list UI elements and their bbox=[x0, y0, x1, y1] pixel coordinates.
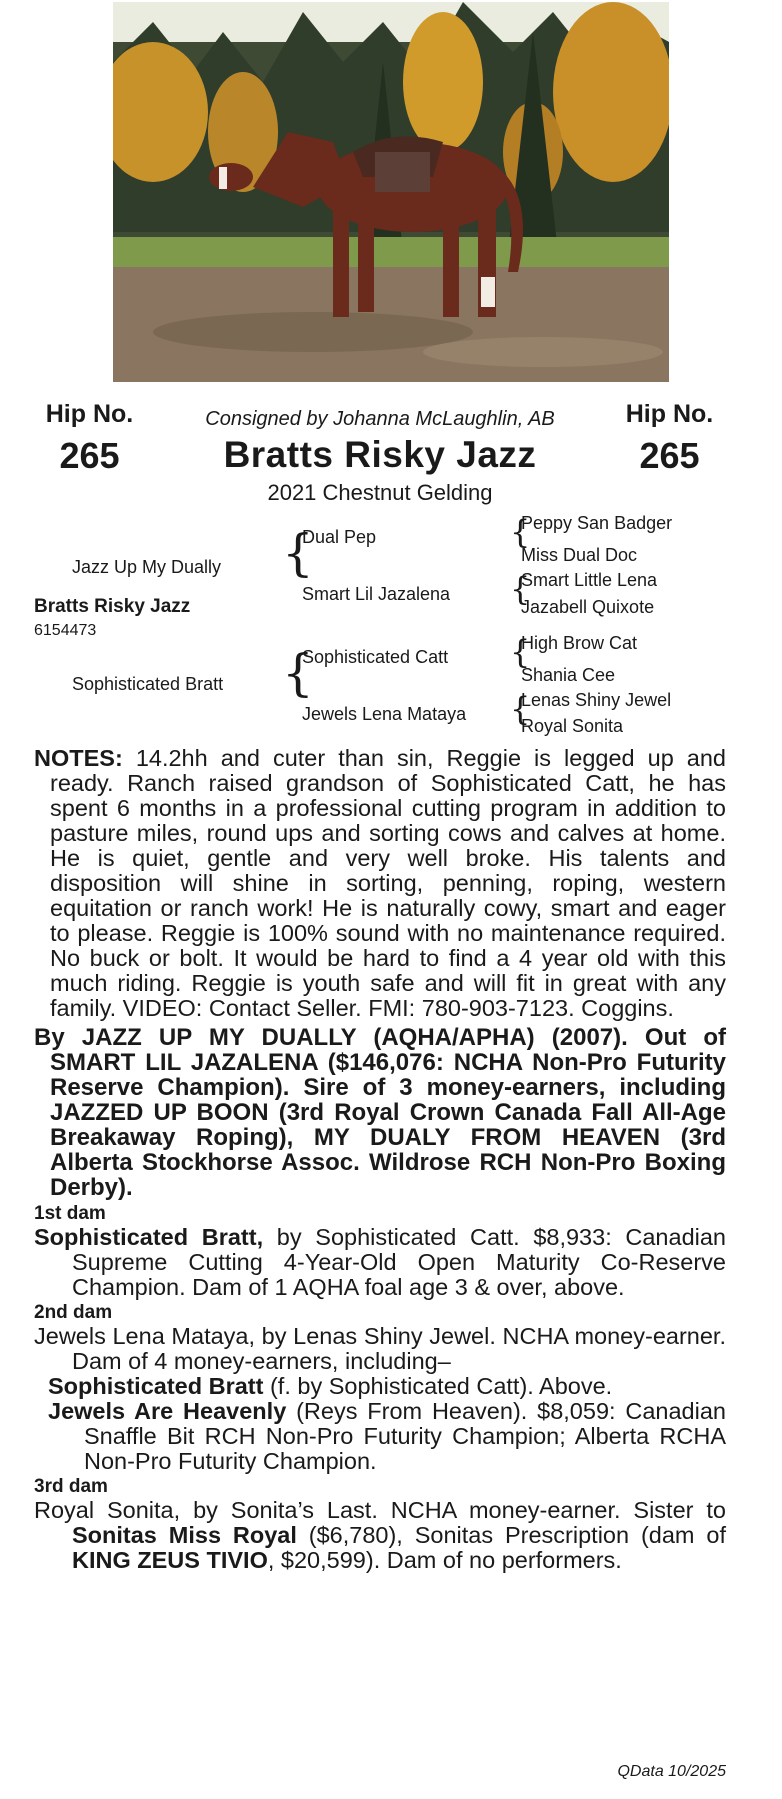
pedigree-ggp: Smart Little Lena bbox=[521, 570, 658, 590]
first-dam-name: Sophisticated Bratt, bbox=[34, 1224, 264, 1250]
produce-name: Sophisticated Bratt bbox=[48, 1373, 264, 1399]
pedigree-ggp: Peppy San Badger bbox=[521, 513, 673, 533]
third-dam-text: Royal Sonita, by Sonita’s Last. NCHA money-earner. Sister to bbox=[34, 1497, 726, 1523]
produce-text: (Reys From Heaven). $8,059: Canadian Snaffle Bit RCH Non-Pro Futurity Champion; Alberta RCHA Non-Pro Futurity Champion. bbox=[84, 1398, 726, 1474]
horse-description: 2021 Chestnut Gelding bbox=[267, 480, 493, 505]
first-dam-paragraph bbox=[34, 1225, 726, 1300]
pedigree-dam: Sophisticated Bratt bbox=[72, 674, 224, 694]
second-dam-label: 2nd dam bbox=[34, 1302, 113, 1323]
third-dam-text: , $20,599). Dam of no performers. bbox=[267, 1547, 622, 1573]
first-dam-text: by Sophisticated Catt. $8,933: Canadian Supreme Cutting 4-Year-Old Open Maturity Co-Reserve Champion. Dam of 1 AQHA foal age 3 & over, above. bbox=[72, 1224, 727, 1300]
pedigree-ggp: Lenas Shiny Jewel bbox=[521, 690, 672, 710]
pedigree-horse-name: Bratts Risky Jazz bbox=[34, 596, 191, 617]
brace-icon: { bbox=[510, 513, 531, 551]
notes-label: NOTES: bbox=[34, 745, 123, 771]
offspring-name: KING ZEUS TIVIO bbox=[72, 1547, 268, 1573]
produce-record bbox=[34, 1399, 726, 1474]
first-dam-label: 1st dam bbox=[34, 1203, 106, 1224]
pedigree-dam-dam: Jewels Lena Mataya bbox=[302, 704, 467, 724]
catalog-body bbox=[34, 746, 726, 1573]
pedigree-ggp: Jazabell Quixote bbox=[521, 597, 655, 617]
registration-number: 6154473 bbox=[34, 622, 97, 639]
third-dam-text: ($6,780), Sonitas Prescription (dam of bbox=[296, 1522, 726, 1548]
sister-name: Sonitas Miss Royal bbox=[72, 1522, 297, 1548]
pedigree-ggp: High Brow Cat bbox=[521, 633, 638, 653]
hip-label: Hip No. bbox=[625, 400, 714, 428]
brace-icon: { bbox=[510, 570, 531, 608]
pedigree-ggp: Miss Dual Doc bbox=[521, 545, 638, 565]
brace-icon: { bbox=[282, 524, 314, 582]
hip-label: Hip No. bbox=[45, 400, 134, 428]
pedigree-dam-sire: Sophisticated Catt bbox=[302, 647, 449, 667]
hip-number-right bbox=[612, 400, 727, 478]
brace-icon: { bbox=[510, 633, 531, 671]
pedigree-sire: Jazz Up My Dually bbox=[72, 557, 222, 577]
hip-number-left bbox=[32, 400, 147, 478]
third-dam-label: 3rd dam bbox=[34, 1476, 108, 1497]
pedigree-sire-sire: Dual Pep bbox=[302, 527, 377, 547]
produce-text: (f. by Sophisticated Catt). Above. bbox=[263, 1373, 613, 1399]
notes-text: 14.2hh and cuter than sin, Reggie is legged up and ready. Ranch raised grandson of Sophisticated Catt, he has spent 6 months in a professional cutting program in addition to pasture miles, round ups and sorting cows and calves at home. He is quiet, gentle and very well broke. His talents and disposition will shine in sorting, penning, roping, western equitation or ranch work! He is naturally cowy, smart and eager to please. Reggie is 100% sound with no maintenance required. No buck or bolt. It would be hard to find a 4 year old with this much riding. Reggie is youth safe and will fit in great with any family. VIDEO: Contact Seller. FMI: 780-903-7123. Coggins. bbox=[50, 745, 726, 1021]
horse-name: Bratts Risky Jazz bbox=[223, 434, 537, 475]
third-dam-paragraph bbox=[34, 1498, 726, 1573]
produce-name: Jewels Are Heavenly bbox=[48, 1398, 287, 1424]
brace-icon: { bbox=[510, 690, 531, 728]
hip-number: 265 bbox=[639, 435, 700, 476]
pedigree-sire-dam: Smart Lil Jazalena bbox=[302, 584, 451, 604]
consignor: Consigned by Johanna McLaughlin, AB bbox=[205, 408, 555, 430]
horse-photo bbox=[113, 2, 669, 382]
hip-number: 265 bbox=[59, 435, 120, 476]
pedigree-ggp: Shania Cee bbox=[521, 665, 616, 685]
notes-paragraph bbox=[34, 746, 726, 1021]
footer-qdata: QData 10/2025 bbox=[617, 1763, 726, 1780]
second-dam-text: Jewels Lena Mataya, by Lenas Shiny Jewel. NCHA money-earner. Dam of 4 money-earners, including– bbox=[34, 1323, 726, 1374]
pedigree-ggp: Royal Sonita bbox=[521, 716, 624, 736]
produce-record bbox=[34, 1374, 726, 1399]
sire-info: By JAZZ UP MY DUALLY (AQHA/APHA) (2007). Out of SMART LIL JAZALENA ($146,076: NCHA Non-Pro Futurity Reserve Champion). Sire of 3 money-earners, including JAZZED UP BOON (3rd Royal Crown Canada Fall All-Age Breakaway Roping), MY DUALY FROM HEAVEN (3rd Alberta Stockhorse Assoc. Wildrose RCH Non-Pro Boxing Derby). bbox=[34, 1024, 726, 1201]
brace-icon: { bbox=[282, 644, 314, 702]
